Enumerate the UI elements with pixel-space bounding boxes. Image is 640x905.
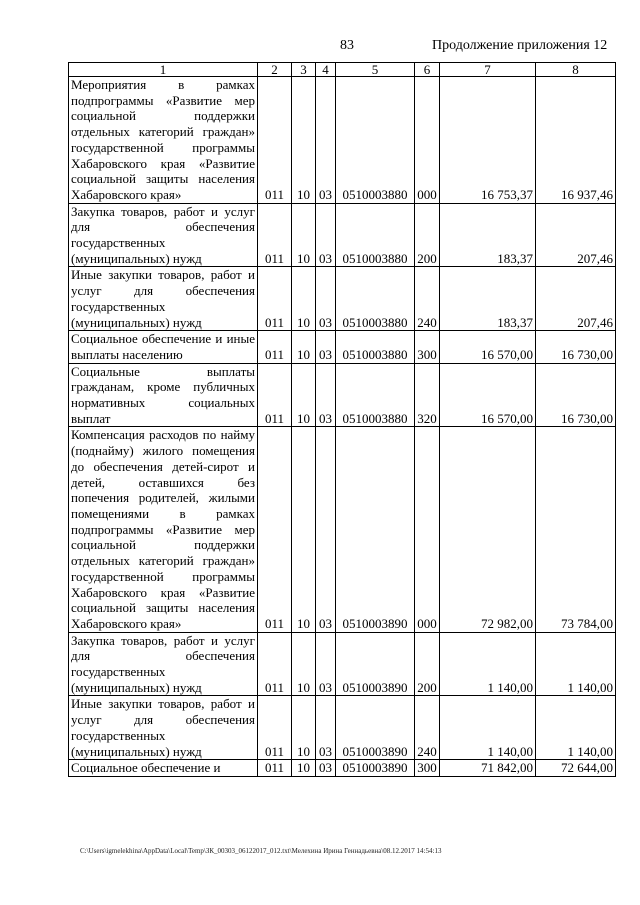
amount-year-1: 16 753,37 <box>440 77 536 204</box>
grbs-code: 011 <box>258 427 292 632</box>
grbs-code: 011 <box>258 632 292 696</box>
amount-year-2: 1 140,00 <box>536 696 616 760</box>
grbs-code: 011 <box>258 363 292 427</box>
column-header: 3 <box>292 63 316 77</box>
expense-type-code: 240 <box>415 696 440 760</box>
table-row <box>69 203 616 267</box>
subsection-code: 03 <box>316 696 336 760</box>
amount-year-1: 72 982,00 <box>440 427 536 632</box>
expense-type-code: 300 <box>415 331 440 363</box>
grbs-code: 011 <box>258 331 292 363</box>
grbs-code: 011 <box>258 760 292 777</box>
appendix-continuation-label: Продолжение приложения 12 <box>432 38 608 53</box>
column-header: 2 <box>258 63 292 77</box>
target-article-code: 0510003890 <box>336 760 415 777</box>
amount-year-1: 1 140,00 <box>440 696 536 760</box>
expense-name: Закупка товаров, работ и услуг для обеспечения государственных (муниципальных) нужд <box>69 632 258 696</box>
budget-table <box>68 62 616 777</box>
amount-year-2: 73 784,00 <box>536 427 616 632</box>
expense-name: Закупка товаров, работ и услуг для обеспечения государственных (муниципальных) нужд <box>69 203 258 267</box>
column-header: 1 <box>69 63 258 77</box>
subsection-code: 03 <box>316 427 336 632</box>
amount-year-1: 16 570,00 <box>440 363 536 427</box>
subsection-code: 03 <box>316 267 336 331</box>
target-article-code: 0510003890 <box>336 632 415 696</box>
expense-name: Социальное обеспечение и <box>69 760 258 777</box>
page-number: 83 <box>340 38 354 53</box>
table-row <box>69 696 616 760</box>
expense-name: Социальные выплаты гражданам, кроме публичных нормативных социальных выплат <box>69 363 258 427</box>
expense-type-code: 200 <box>415 632 440 696</box>
subsection-code: 03 <box>316 760 336 777</box>
section-code: 10 <box>292 760 316 777</box>
expense-type-code: 300 <box>415 760 440 777</box>
subsection-code: 03 <box>316 331 336 363</box>
expense-name: Социальное обеспечение и иные выплаты населению <box>69 331 258 363</box>
section-code: 10 <box>292 267 316 331</box>
expense-type-code: 000 <box>415 77 440 204</box>
expense-name: Иные закупки товаров, работ и услуг для обеспечения государственных (муниципальных) нужд <box>69 696 258 760</box>
grbs-code: 011 <box>258 267 292 331</box>
subsection-code: 03 <box>316 77 336 204</box>
target-article-code: 0510003890 <box>336 427 415 632</box>
section-code: 10 <box>292 331 316 363</box>
expense-type-code: 200 <box>415 203 440 267</box>
grbs-code: 011 <box>258 696 292 760</box>
table-row <box>69 760 616 777</box>
table-header-row <box>69 63 616 77</box>
amount-year-1: 71 842,00 <box>440 760 536 777</box>
table-row <box>69 363 616 427</box>
amount-year-1: 183,37 <box>440 267 536 331</box>
column-header: 8 <box>536 63 616 77</box>
column-header: 4 <box>316 63 336 77</box>
amount-year-1: 183,37 <box>440 203 536 267</box>
section-code: 10 <box>292 363 316 427</box>
amount-year-2: 207,46 <box>536 203 616 267</box>
table-row <box>69 267 616 331</box>
target-article-code: 0510003890 <box>336 696 415 760</box>
subsection-code: 03 <box>316 363 336 427</box>
section-code: 10 <box>292 696 316 760</box>
expense-name: Компенсация расходов по найму (поднайму) жилого помещения до обеспечения детей-сирот и детей, оставшихся без попечения родителей, жилыми помещениями в рамках подпрограммы «Развитие мер социальной поддержки отдельных категорий граждан» государственной программы Хабаровского края «Развитие социальной защиты населения Хабаровского края» <box>69 427 258 632</box>
expense-name: Иные закупки товаров, работ и услуг для обеспечения государственных (муниципальных) нужд <box>69 267 258 331</box>
grbs-code: 011 <box>258 203 292 267</box>
target-article-code: 0510003880 <box>336 77 415 204</box>
section-code: 10 <box>292 427 316 632</box>
target-article-code: 0510003880 <box>336 203 415 267</box>
amount-year-1: 16 570,00 <box>440 331 536 363</box>
expense-type-code: 240 <box>415 267 440 331</box>
column-header: 7 <box>440 63 536 77</box>
expense-name: Мероприятия в рамках подпрограммы «Развитие мер социальной поддержки отдельных категорий граждан» государственной программы Хабаровского края «Развитие социальной защиты населения Хабаровского края» <box>69 77 258 204</box>
amount-year-2: 72 644,00 <box>536 760 616 777</box>
section-code: 10 <box>292 632 316 696</box>
target-article-code: 0510003880 <box>336 363 415 427</box>
table-row <box>69 331 616 363</box>
subsection-code: 03 <box>316 632 336 696</box>
section-code: 10 <box>292 203 316 267</box>
subsection-code: 03 <box>316 203 336 267</box>
table-row <box>69 77 616 204</box>
column-header: 5 <box>336 63 415 77</box>
table-row <box>69 427 616 632</box>
expense-type-code: 320 <box>415 363 440 427</box>
grbs-code: 011 <box>258 77 292 204</box>
section-code: 10 <box>292 77 316 204</box>
amount-year-2: 207,46 <box>536 267 616 331</box>
file-path-footer: C:\Users\igmelekhina\AppData\Local\Temp\ЗК_00303_06122017_012.txt\Мелехина Ирина Геннадьевна\08.12.2017 14:54:13 <box>80 847 442 855</box>
amount-year-2: 16 730,00 <box>536 363 616 427</box>
expense-type-code: 000 <box>415 427 440 632</box>
amount-year-2: 1 140,00 <box>536 632 616 696</box>
amount-year-2: 16 937,46 <box>536 77 616 204</box>
amount-year-2: 16 730,00 <box>536 331 616 363</box>
target-article-code: 0510003880 <box>336 267 415 331</box>
target-article-code: 0510003880 <box>336 331 415 363</box>
column-header: 6 <box>415 63 440 77</box>
table-row <box>69 632 616 696</box>
amount-year-1: 1 140,00 <box>440 632 536 696</box>
